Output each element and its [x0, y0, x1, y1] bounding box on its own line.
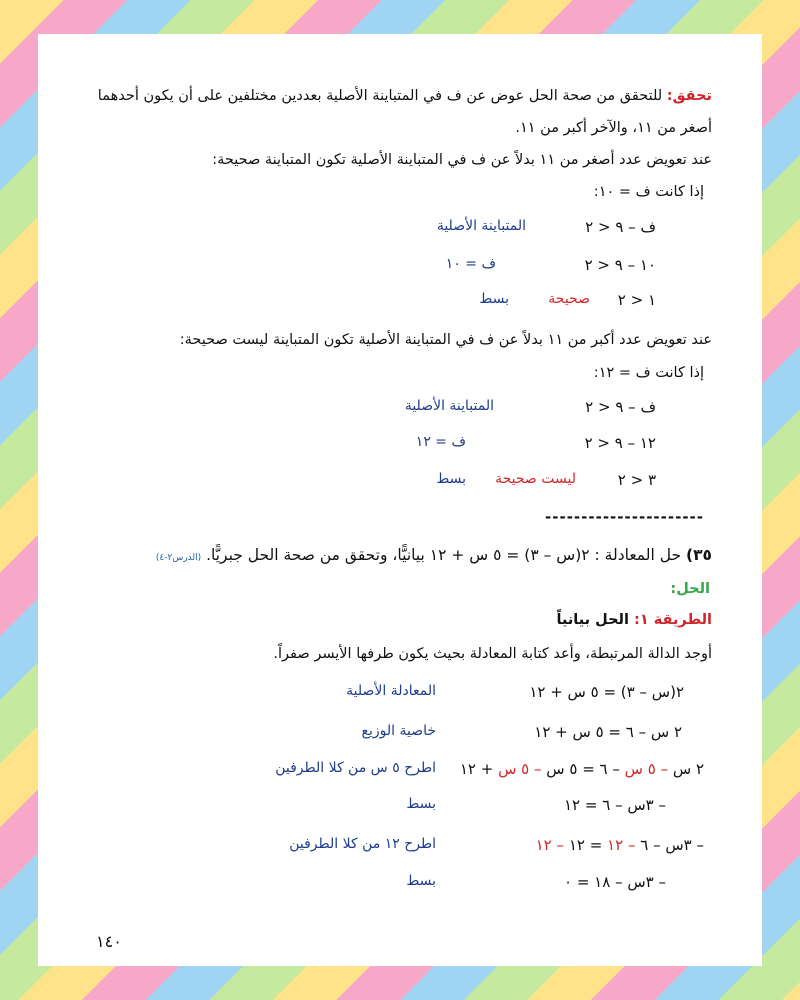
step-3-part-b: – ٥ س [624, 760, 669, 778]
separator-line: ---------------------- [545, 508, 704, 526]
step-4-note: بسط [406, 796, 436, 812]
step-3-note: اطرح ٥ س من كلا الطرفين [275, 760, 436, 776]
larger-eq-1: ف – ٩ < ٢ [585, 398, 656, 416]
step-6-note: بسط [406, 873, 436, 889]
textbook-page [38, 34, 762, 966]
step-5-part-b: – ١٢ [607, 836, 636, 854]
problem-35 [156, 546, 712, 564]
step-5-part-d: – ١٢ [535, 836, 565, 854]
smaller-note-3: بسط [479, 291, 509, 307]
larger-note-2: ف = ١٢ [415, 434, 466, 450]
step-4-eq: – ٣س – ٦ = ١٢ [564, 796, 666, 814]
smaller-eq-1: ف – ٩ < ٢ [585, 218, 656, 236]
problem-number: ٣٥) [685, 546, 712, 564]
step-3-part-e: + ١٢ [459, 760, 499, 778]
larger-eq-3: ٣ < ٢ [617, 471, 656, 489]
verify-paragraph [78, 80, 712, 144]
smaller-eq-3: ١ < ٢ [617, 291, 656, 309]
smaller-status: صحيحة [548, 291, 590, 307]
smaller-if: إذا كانت ف = ١٠: [593, 184, 704, 200]
step-3-part-c: – ٦ = ٥ س [541, 760, 625, 778]
instruction-text: أوجد الدالة المرتبطة، وأعد كتابة المعادلة بحيث يكون طرفها الأيسر صفراً. [273, 646, 712, 662]
method-title: الحل بيانياً [556, 612, 635, 628]
method-heading [557, 612, 713, 628]
step-5-eq [536, 836, 704, 854]
page-number: ١٤٠ [96, 932, 122, 951]
smaller-intro: عند تعويض عدد أصغر من ١١ بدلاً عن ف في المتباينة الأصلية تكون المتباينة صحيحة: [212, 152, 712, 168]
larger-note-3: بسط [436, 471, 466, 487]
verify-label: تحقق: [666, 88, 712, 104]
step-3-part-d: – ٥ س [498, 760, 542, 778]
larger-status: ليست صحيحة [495, 471, 576, 487]
step-3-eq [460, 760, 704, 778]
larger-intro: عند تعويض عدد أكبر من ١١ بدلاً عن ف في المتباينة الأصلية تكون المتباينة ليست صحيحة: [179, 332, 712, 348]
step-5-part-a: – ٣س – ٦ [635, 836, 704, 854]
smaller-note-2: ف = ١٠ [445, 256, 496, 272]
step-5-part-c: = ١٢ [564, 836, 608, 854]
problem-text: حل المعادلة : ٢(س – ٣) = ٥ س + ١٢ بيانيًّا، وتحقق من صحة الحل جبريًّا. [206, 546, 686, 564]
larger-eq-2: ١٢ – ٩ < ٢ [584, 434, 656, 452]
verify-text-line2: أصغر من ١١، والآخر أكبر من ١١. [515, 120, 712, 136]
smaller-eq-2: ١٠ – ٩ < ٢ [584, 256, 656, 274]
verify-text-line1: للتحقق من صحة الحل عوض عن ف في المتباينة الأصلية بعددين مختلفين على أن يكون أحدهما [97, 88, 667, 104]
larger-if: إذا كانت ف = ١٢: [593, 365, 704, 381]
step-1-eq: ٢(س – ٣) = ٥ س + ١٢ [529, 683, 684, 701]
step-1-note: المعادلة الأصلية [346, 683, 436, 699]
solution-label: الحل: [670, 581, 710, 597]
step-6-eq: – ٣س – ١٨ = ٠ [564, 873, 666, 891]
larger-note-1: المتباينة الأصلية [404, 398, 494, 414]
lesson-reference: (الدرس٢-٤) [155, 553, 202, 563]
method-label: الطريقة ١: [634, 612, 712, 628]
step-2-note: خاصية الوزيع [361, 723, 436, 739]
smaller-note-1: المتباينة الأصلية [436, 218, 526, 234]
step-5-note: اطرح ١٢ من كلا الطرفين [289, 836, 436, 852]
step-3-part-a: ٢ س [668, 760, 704, 778]
step-2-eq: ٢ س – ٦ = ٥ س + ١٢ [534, 723, 682, 741]
